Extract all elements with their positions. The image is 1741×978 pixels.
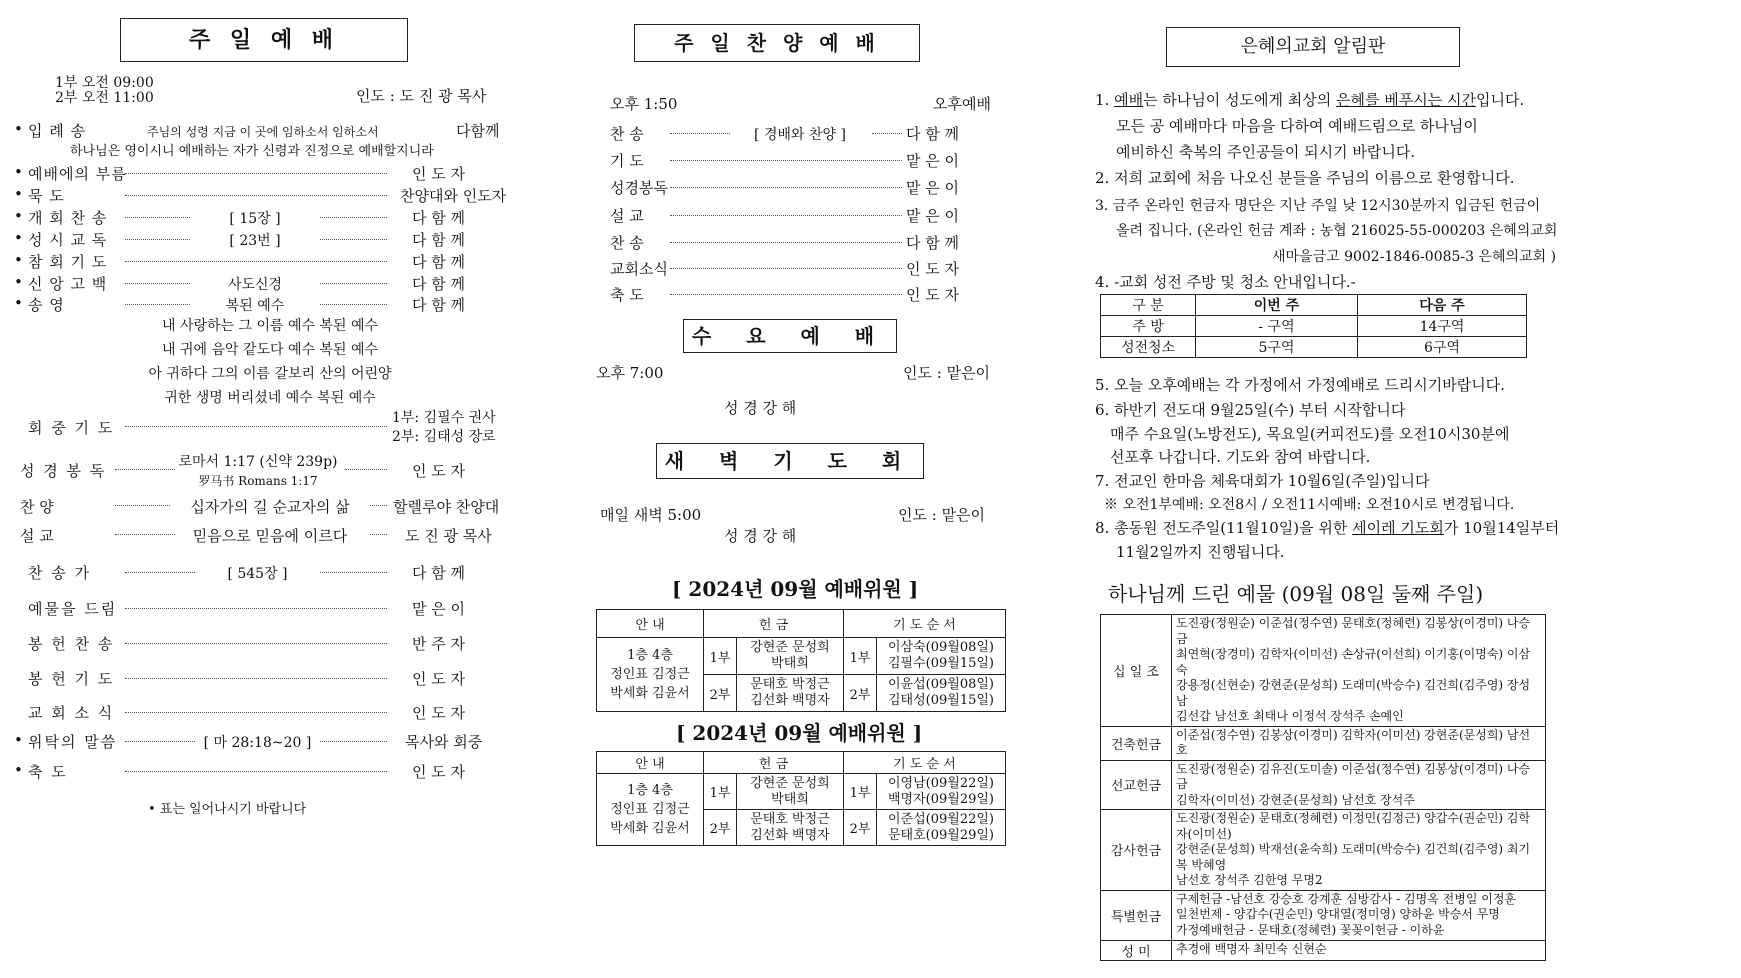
service-item-leader: 목사와 회중: [405, 733, 483, 751]
leader-dots: [125, 283, 190, 284]
offering-name-line: 강현준(문성희) 박재선(윤숙희) 도래미(박승수) 김건희(김주영) 최기복 박혜영: [1176, 842, 1531, 872]
guide-cell: [597, 638, 704, 712]
committee-title-2: [ 2024년 09월 예배위원 ]: [676, 721, 923, 745]
offering-category: 특별헌금: [1101, 890, 1172, 940]
service-item-leader: 반 주 자: [412, 635, 466, 653]
offering-name-line: 일천번제 - 양갑수(권순민) 양대열(정미영) 양하윤 박승서 무명: [1176, 907, 1500, 922]
leader-dots: [670, 215, 902, 216]
praise-item-leader: 맡 은 이: [906, 179, 960, 197]
offering-row: [1101, 810, 1546, 891]
offering-category: 건축헌금: [1101, 726, 1172, 760]
cleaning-header: 구 분: [1101, 295, 1196, 316]
offering-row: [1101, 615, 1546, 727]
leader-dots: [125, 217, 190, 218]
scripture-reference-chinese: 罗马书 Romans 1:17: [198, 474, 318, 488]
offering-category: 선교헌금: [1101, 760, 1172, 810]
leader-dots: [370, 505, 387, 506]
service-item-leader: 인 도 자: [412, 165, 466, 183]
offering-name-line: 최연혁(장경미) 김학자(이미선) 손상규(이선희) 이기홍(이명숙) 이삼숙: [1176, 647, 1531, 677]
part-label: 2부: [704, 810, 737, 846]
leader-dots: [320, 217, 387, 218]
notice-4: 4. -교회 성전 주방 및 청소 안내입니다.-: [1095, 273, 1356, 291]
header-guide: 안 내: [597, 610, 704, 638]
offering-names-cell: [1172, 810, 1546, 891]
sermon-title: 믿음으로 믿음에 이르다: [192, 527, 348, 545]
service-item-label: 개 회 찬 송: [28, 209, 108, 227]
guide-cell: [597, 774, 704, 846]
notice-7: 7. 전교인 한마음 체육대회가 10월6일(주일)입니다: [1095, 472, 1430, 490]
notice-1-line-3: 예비하신 축복의 주인공들이 되시기 바랍니다.: [1116, 143, 1416, 161]
praise-item-label: 성경봉독: [610, 179, 668, 197]
bullet-mark: •: [14, 294, 23, 312]
praise-item-leader: 다 함 께: [906, 234, 960, 252]
offering-name-line: 도진광(정원순) 이준섭(정수연) 문태호(정혜련) 김봉상(이경미) 나승금: [1176, 616, 1531, 646]
header-prayer: 기 도 순 서: [844, 752, 1006, 774]
notice-1-underline: 예배: [1114, 91, 1144, 109]
guide-names: 박세화 김윤서: [610, 686, 690, 701]
prayer-name: 이삼숙(09월08일): [887, 640, 995, 655]
part-label: 2부: [704, 675, 737, 712]
bullet-mark: •: [14, 761, 23, 779]
wednesday-time: 오후 7:00: [596, 364, 664, 382]
leader-dots: [125, 261, 387, 262]
offering-name-line: 이준섭(정수연) 김봉상(이경미) 김학자(이미선) 강현준(문성희) 남선호: [1176, 727, 1531, 757]
header-offering: 헌 금: [704, 752, 844, 774]
header-offering: 헌 금: [704, 610, 844, 638]
lyric-line: 내 귀에 음악 같도다 예수 복된 예수: [161, 342, 379, 358]
entrance-verse: 하나님은 영이시니 예배하는 자가 신령과 진정으로 예배할지니라: [70, 144, 434, 159]
scripture-reader: 인 도 자: [412, 462, 466, 480]
leader-dots: [670, 242, 902, 243]
leader-dots: [125, 304, 190, 305]
leader-dots: [320, 741, 387, 742]
service-item-leader: 인 도 자: [412, 763, 466, 781]
offering-names-cell: [1172, 760, 1546, 810]
leader-dots: [115, 505, 170, 506]
service-item-label: 송 영: [28, 296, 65, 314]
offering-cell: [737, 675, 844, 712]
notice-3: 3. 금주 온라인 헌금자 명단은 지난 주일 낮 12시30분까지 입금된 헌금이: [1095, 198, 1541, 214]
wednesday-leader: 인도 : 맡은이: [903, 364, 991, 382]
notice-6: 6. 하반기 전도대 9월25일(수) 부터 시작합니다: [1095, 401, 1406, 419]
offering-names: 문태호 박정근: [750, 811, 830, 827]
offering-names-cell: [1172, 890, 1546, 940]
service-item-label: 참 회 기 도: [28, 253, 108, 271]
leader-dots: [125, 678, 387, 679]
service-item-detail: [ 15장 ]: [229, 211, 281, 227]
prayer-name: 이영남(09월22일): [887, 775, 995, 791]
service-item-detail: [ 545장 ]: [227, 566, 288, 582]
offering-name-line: 김학자(이미선) 강현준(문성희) 남선호 장석주: [1176, 792, 1415, 807]
service-item-leader: 맡 은 이: [412, 600, 466, 618]
notice-1-line-2: 모든 공 예배마다 마음을 다하여 예배드림으로 하나님이: [1116, 117, 1478, 135]
leader-dots: [670, 294, 902, 295]
offering-category: 십 일 조: [1101, 615, 1172, 727]
service-item-leader: 인 도 자: [412, 704, 466, 722]
service-item-label: 입 례 송: [28, 122, 87, 140]
offering-names: 강현준 문성희: [750, 640, 830, 655]
prayer-cell: [877, 774, 1006, 810]
leader-dots: [670, 187, 902, 188]
notice-3-line-3: 새마을금고 9002-1846-0085-3 은혜의교회 ): [1272, 249, 1557, 265]
notice-1-text: 입니다.: [1476, 91, 1525, 109]
leader-dots: [370, 534, 387, 535]
cleaning-next-week: 14구역: [1358, 316, 1527, 337]
prayer-first-service: 1부: 김필수 권사: [392, 410, 496, 426]
sermon-label: 설 교: [20, 527, 54, 545]
leader-dots: [125, 741, 195, 742]
leader-dots: [125, 771, 387, 772]
praise-item-leader: 인 도 자: [906, 260, 960, 278]
left-leader: 인도 : 도 진 광 목사: [356, 87, 487, 105]
praise-item-label: 설 교: [610, 207, 644, 225]
notice-3-line-2: 올려 집니다. (온라인 헌금 계좌 : 농협 216025-55-000203 은혜의교회: [1116, 223, 1558, 239]
leader-dots: [125, 426, 387, 427]
bullet-mark: •: [14, 229, 23, 247]
congregation-prayer-label: 회 중 기 도: [28, 419, 115, 437]
notice-8-underline: 세이레 기도회: [1352, 519, 1444, 537]
praise-item-label: 교회소식: [610, 260, 668, 278]
standing-footnote: • 표는 일어나시기 바랍니다: [148, 802, 307, 817]
leader-dots: [125, 712, 387, 713]
service-item-label: 예배에의 부름: [28, 165, 127, 183]
service-item-detail: [ 23번 ]: [229, 233, 281, 249]
leader-dots: [320, 304, 387, 305]
offering-name-line: 강용정(신현순) 강현준(문성희) 도래미(박승수) 김건희(김주영) 장성남: [1176, 678, 1531, 708]
service-item-label: 신 앙 고 백: [28, 275, 108, 293]
service-item-detail: 복된 예수: [225, 298, 285, 314]
notice-1-number: 1.: [1095, 91, 1110, 109]
notice-6-line-2: 매주 수요일(노방전도), 목요일(커피전도)를 오전10시30분에: [1110, 425, 1510, 443]
service-item-label: 교 회 소 식: [28, 704, 115, 722]
bullet-mark: •: [14, 163, 23, 181]
prayer-name: 문태호(09월29일): [887, 827, 995, 843]
part-label: 1부: [704, 774, 737, 810]
leader-dots: [115, 534, 175, 535]
part-label: 1부: [844, 638, 877, 675]
bullet-mark: •: [14, 120, 23, 138]
leader-dots: [345, 469, 387, 470]
sermon-preacher: 도 진 광 목사: [405, 527, 492, 545]
service-item-leader: 다 함 께: [412, 253, 466, 271]
leader-dots: [872, 133, 902, 134]
dawn-prayer-title: 새 벽 기 도 회: [656, 443, 924, 479]
leader-dots: [670, 160, 902, 161]
guide-names: 정인표 김정근: [610, 667, 690, 682]
offering-names-cell: [1172, 940, 1546, 960]
offering-names: 김선화 백명자: [750, 827, 830, 843]
notice-1-underline: 은혜를 베푸시는 시간: [1336, 91, 1476, 109]
leader-dots: [125, 572, 195, 573]
prayer-name: 백명자(09월29일): [887, 791, 995, 807]
prayer-name: 김필수(09월15일): [887, 656, 995, 671]
bullet-mark: •: [14, 207, 23, 225]
offering-row: [1101, 760, 1546, 810]
part-label: 1부: [704, 638, 737, 675]
offering-names-cell: [1172, 615, 1546, 727]
prayer-cell: [877, 810, 1006, 846]
leader-dots: [125, 608, 387, 609]
offering-row: [1101, 726, 1546, 760]
praise-item-leader: 다 함 께: [906, 125, 960, 143]
bullet-mark: •: [14, 273, 23, 291]
committee-table-2: [596, 751, 1006, 846]
notice-8: [1095, 517, 1559, 538]
bullet-mark: •: [14, 185, 23, 203]
cleaning-this-week: 5구역: [1196, 337, 1358, 358]
leader-dots: [670, 133, 730, 134]
header-prayer: 기 도 순 서: [844, 610, 1006, 638]
dawn-prayer-leader: 인도 : 맡은이: [898, 506, 986, 524]
notice-1: [1095, 89, 1524, 110]
service-item-label: 봉 헌 기 도: [28, 670, 115, 688]
service-item-leader: 다함께: [456, 122, 500, 140]
offering-category: 성 미: [1101, 940, 1172, 960]
guide-floors: 1층 4층: [627, 648, 673, 663]
prayer-cell: [877, 675, 1006, 712]
leader-dots: [125, 643, 387, 644]
guide-names: 박세화 김윤서: [610, 821, 690, 836]
offering-list-table: [1100, 614, 1546, 961]
service-time-1: 1부 오전 09:00: [55, 75, 154, 91]
leader-dots: [115, 469, 175, 470]
committee-title-1: [ 2024년 09월 예배위원 ]: [672, 577, 919, 601]
cleaning-label: 주 방: [1101, 316, 1196, 337]
notice-8-text: 8. 총동원 전도주일(11월10일)을 위한: [1095, 519, 1353, 537]
header-guide: 안 내: [597, 752, 704, 774]
offering-name-line: 구제헌금 -남선호 강승호 강계훈 심방감사 - 김명옥 전병일 이정훈: [1176, 891, 1517, 906]
part-label: 1부: [844, 774, 877, 810]
praise-worship-title: 주 일 찬 양 예 배: [634, 24, 920, 62]
offering-row: [1101, 940, 1546, 960]
notice-8-line-2: 11월2일까지 진행됩니다.: [1116, 543, 1285, 561]
notice-board-title: 은혜의교회 알림판: [1166, 27, 1460, 67]
prayer-name: 이윤섭(09월08일): [887, 677, 995, 692]
offering-names: 박태희: [771, 791, 809, 807]
offering-names: 김선화 백명자: [750, 693, 830, 708]
choir-anthem-label: 찬 양: [20, 498, 54, 516]
offering-name-line: 도진광(정원순) 문태호(정혜련) 이정민(김정근) 양갑수(권순민) 김학자(이미선): [1176, 811, 1531, 841]
lyric-line: 귀한 생명 버리셨네 예수 복된 예수: [164, 390, 376, 406]
offering-name-line: 가정예배헌금 - 문태호(정혜련) 꽃꽂이헌금 - 이하윤: [1176, 922, 1445, 937]
leader-dots: [125, 195, 387, 196]
offering-category: 감사헌금: [1101, 810, 1172, 891]
offering-names: 박태희: [771, 656, 809, 671]
offering-names: 문태호 박정근: [750, 677, 830, 692]
service-item-leader: 다 함 께: [412, 231, 466, 249]
service-item-leader: 다 함 께: [412, 296, 466, 314]
service-item-label: 묵 도: [28, 187, 65, 205]
bullet-mark: •: [14, 251, 23, 269]
prayer-cell: [877, 638, 1006, 675]
service-item-leader: 인 도 자: [412, 670, 466, 688]
offering-cell: [737, 810, 844, 846]
notice-2: 2. 저희 교회에 처음 나오신 분들을 주님의 이름으로 환영합니다.: [1095, 169, 1515, 187]
offering-name-line: 도진광(정원순) 김유진(도미솔) 이준섭(정수연) 김봉상(이경미) 나승금: [1176, 761, 1531, 791]
praise-worship-type: 오후예배: [933, 95, 991, 113]
offering-cell: [737, 774, 844, 810]
praise-item-leader: 맡 은 이: [906, 207, 960, 225]
service-item-label: 봉 헌 찬 송: [28, 635, 115, 653]
choir-anthem-title: 십자가의 길 순교자의 삶: [190, 498, 350, 516]
offering-name-line: 남선호 장석주 김한영 무명2: [1176, 873, 1323, 887]
prayer-second-service: 2부: 김태성 장로: [392, 429, 496, 445]
praise-item-label: 찬 송: [610, 234, 644, 252]
praise-item-detail: [ 경배와 찬양 ]: [754, 127, 846, 143]
cleaning-next-week: 6구역: [1358, 337, 1527, 358]
praise-item-label: 기 도: [610, 152, 644, 170]
dawn-prayer-content: 성 경 강 해: [724, 527, 797, 545]
service-item-leader: 다 함 께: [412, 275, 466, 293]
offering-names: 강현준 문성희: [750, 775, 830, 791]
part-label: 2부: [844, 810, 877, 846]
guide-names: 정인표 김정근: [610, 802, 690, 817]
part-label: 2부: [844, 675, 877, 712]
leader-dots: [320, 283, 387, 284]
service-item-label: 예물을 드림: [28, 600, 118, 618]
offering-name-line: 김선갑 남선호 최태나 이정석 장석주 손예인: [1176, 709, 1404, 723]
offering-names-cell: [1172, 726, 1546, 760]
cleaning-label: 성전청소: [1101, 337, 1196, 358]
notice-7-line-2: ※ 오전1부예배: 오전8시 / 오전11시예배: 오전10시로 변경됩니다.: [1104, 497, 1515, 513]
sunday-worship-title: 주 일 예 배: [120, 18, 408, 62]
prayer-name: 김태성(09월15일): [887, 693, 995, 708]
wednesday-worship-title: 수 요 예 배: [683, 319, 897, 353]
service-item-label: 성 시 교 독: [28, 231, 108, 249]
service-item-leader: 다 함 께: [412, 209, 466, 227]
guide-floors: 1층 4층: [627, 783, 673, 798]
leader-dots: [320, 572, 387, 573]
entrance-hymn-text: 주님의 성령 지금 이 곳에 임하소서 임하소서: [147, 125, 379, 139]
service-item-label: 축 도: [28, 763, 68, 781]
scripture-reading-label: 성 경 봉 독: [20, 462, 107, 480]
service-item-detail: 사도신경: [227, 277, 283, 293]
cleaning-this-week: - 구역: [1196, 316, 1358, 337]
wednesday-content: 성 경 강 해: [724, 399, 797, 417]
dawn-prayer-time: 매일 새벽 5:00: [600, 506, 702, 524]
leader-dots: [320, 239, 387, 240]
offering-cell: [737, 638, 844, 675]
cleaning-header: 다음 주: [1358, 295, 1527, 316]
service-item-leader: 찬양대와 인도자: [400, 187, 507, 205]
leader-dots: [670, 268, 902, 269]
service-item-leader: 다 함 께: [412, 564, 466, 582]
service-item-label: 찬 송 가: [28, 564, 92, 582]
prayer-name: 이준섭(09월22일): [887, 811, 995, 827]
offering-title: 하나님께 드린 예물 (09월 08일 둘째 주일): [1108, 582, 1484, 606]
notice-6-line-3: 선포후 나갑니다. 기도와 참여 바랍니다.: [1110, 448, 1371, 466]
choir-name: 할렐루야 찬양대: [393, 498, 500, 516]
scripture-reference: 로마서 1:17 (신약 239p): [178, 454, 338, 470]
cleaning-table: [1100, 294, 1527, 358]
notice-1-text: 는 하나님이 성도에게 최상의: [1143, 91, 1337, 109]
bullet-mark: •: [14, 731, 23, 749]
lyric-line: 아 귀하다 그의 이름 갈보리 산의 어린양: [148, 366, 392, 382]
lyric-line: 내 사랑하는 그 이름 예수 복된 예수: [161, 318, 379, 334]
offering-row: [1101, 890, 1546, 940]
notice-8-text: 가 10월14일부터: [1443, 519, 1560, 537]
praise-item-label: 찬 송: [610, 125, 644, 143]
service-time-2: 2부 오전 11:00: [55, 90, 154, 106]
praise-item-leader: 맡 은 이: [906, 152, 960, 170]
praise-item-leader: 인 도 자: [906, 286, 960, 304]
praise-worship-time: 오후 1:50: [610, 95, 678, 113]
leader-dots: [125, 239, 190, 240]
service-item-detail: [ 마 28:18~20 ]: [203, 735, 312, 751]
notice-5: 5. 오늘 오후예배는 각 가정에서 가정예배로 드리시기바랍니다.: [1095, 376, 1505, 394]
praise-item-label: 축 도: [610, 286, 644, 304]
service-item-label: 위탁의 말씀: [28, 733, 118, 751]
cleaning-header: 이번 주: [1196, 295, 1358, 316]
leader-dots: [125, 173, 387, 174]
offering-name-line: 추경애 백명자 최민숙 신현순: [1176, 942, 1327, 957]
committee-table-1: [596, 609, 1006, 712]
